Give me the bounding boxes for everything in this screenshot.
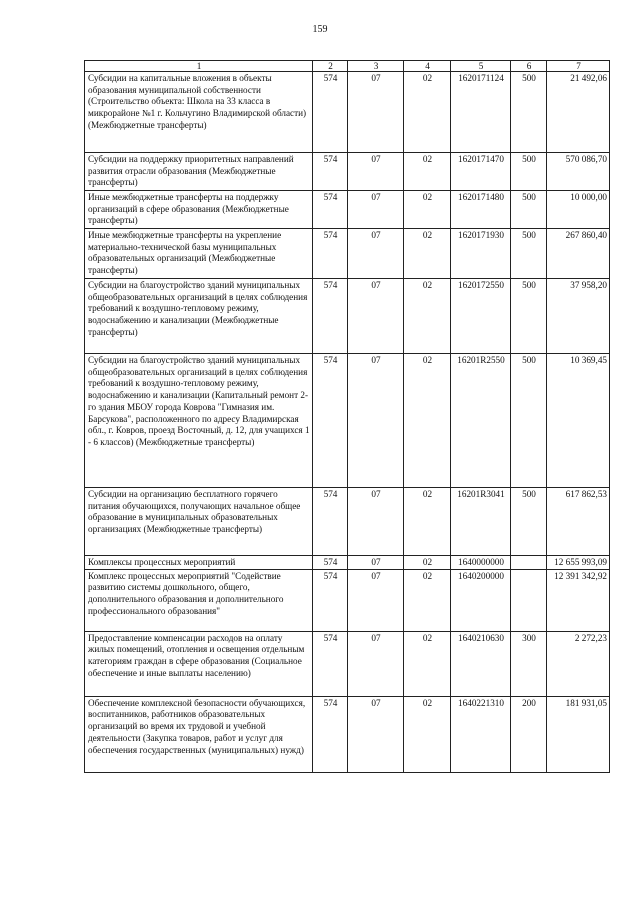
column-header: 6 [511, 61, 547, 72]
ministry-code: 574 [313, 354, 348, 488]
target-article-code: 1640221310 [451, 696, 511, 772]
ministry-code: 574 [313, 153, 348, 191]
subsection-code: 02 [404, 556, 451, 570]
section-code: 07 [348, 631, 404, 696]
target-article-code: 1640000000 [451, 556, 511, 570]
amount: 570 086,70 [547, 153, 610, 191]
ministry-code: 574 [313, 72, 348, 153]
expense-type-code: 300 [511, 631, 547, 696]
table-row [85, 229, 610, 279]
subsection-code: 02 [404, 569, 451, 631]
column-header: 5 [451, 61, 511, 72]
ministry-code: 574 [313, 229, 348, 279]
table-header-row [85, 61, 610, 72]
section-code: 07 [348, 569, 404, 631]
column-header: 4 [404, 61, 451, 72]
section-code: 07 [348, 556, 404, 570]
target-article-code: 16201R3041 [451, 488, 511, 556]
amount: 181 931,05 [547, 696, 610, 772]
subsection-code: 02 [404, 229, 451, 279]
expense-type-code: 500 [511, 279, 547, 354]
section-code: 07 [348, 696, 404, 772]
section-code: 07 [348, 153, 404, 191]
amount: 10 369,45 [547, 354, 610, 488]
expense-type-code [511, 556, 547, 570]
table-row [85, 696, 610, 772]
ministry-code: 574 [313, 696, 348, 772]
subsection-code: 02 [404, 631, 451, 696]
amount: 10 000,00 [547, 191, 610, 229]
table-row [85, 354, 610, 488]
subsection-code: 02 [404, 354, 451, 488]
ministry-code: 574 [313, 569, 348, 631]
amount: 2 272,23 [547, 631, 610, 696]
column-header: 1 [85, 61, 313, 72]
row-description: Комплексы процессных мероприятий [85, 556, 313, 570]
section-code: 07 [348, 354, 404, 488]
ministry-code: 574 [313, 488, 348, 556]
table-row [85, 191, 610, 229]
section-code: 07 [348, 72, 404, 153]
expense-type-code: 500 [511, 354, 547, 488]
target-article-code: 16201R2550 [451, 354, 511, 488]
subsection-code: 02 [404, 153, 451, 191]
expense-type-code: 500 [511, 153, 547, 191]
expense-type-code: 500 [511, 229, 547, 279]
amount: 267 860,40 [547, 229, 610, 279]
table-row [85, 153, 610, 191]
ministry-code: 574 [313, 631, 348, 696]
row-description: Субсидии на организацию бесплатного горячего питания обучающихся, получающих начальное общее образование в муниципальных образовательных организациях (Межбюджетные трансферты) [85, 488, 313, 556]
row-description: Иные межбюджетные трансферты на укрепление материально-технической базы муниципальных образовательных организаций (Межбюджетные трансферты) [85, 229, 313, 279]
target-article-code: 1620172550 [451, 279, 511, 354]
table-row [85, 72, 610, 153]
expense-type-code: 500 [511, 72, 547, 153]
section-code: 07 [348, 279, 404, 354]
subsection-code: 02 [404, 696, 451, 772]
amount: 37 958,20 [547, 279, 610, 354]
target-article-code: 1620171470 [451, 153, 511, 191]
amount: 12 655 993,09 [547, 556, 610, 570]
ministry-code: 574 [313, 279, 348, 354]
subsection-code: 02 [404, 191, 451, 229]
subsection-code: 02 [404, 279, 451, 354]
page-number: 159 [312, 24, 328, 35]
expense-type-code [511, 569, 547, 631]
subsection-code: 02 [404, 488, 451, 556]
target-article-code: 1620171124 [451, 72, 511, 153]
ministry-code: 574 [313, 556, 348, 570]
amount: 617 862,53 [547, 488, 610, 556]
table-row [85, 488, 610, 556]
row-description: Субсидии на благоустройство зданий муниципальных общеобразовательных организаций в целях соблюдения требований к воздушно-тепловому режиму, водоснабжению и канализации (Межбюджетные трансферты) [85, 279, 313, 354]
expense-type-code: 200 [511, 696, 547, 772]
row-description: Субсидии на капитальные вложения в объекты образования муниципальной собственности (Строительство объекта: Школа на 33 класса в микрорайоне №1 г. Кольчугино Владимирской области) (Межбюджетные трансферты) [85, 72, 313, 153]
ministry-code: 574 [313, 191, 348, 229]
section-code: 07 [348, 229, 404, 279]
amount: 12 391 342,92 [547, 569, 610, 631]
section-code: 07 [348, 191, 404, 229]
row-description: Предоставление компенсации расходов на оплату жилых помещений, отопления и освещения отдельным категориям граждан в сфере образования (Социальное обеспечение и иные выплаты населению) [85, 631, 313, 696]
column-header: 7 [547, 61, 610, 72]
table-row [85, 631, 610, 696]
target-article-code: 1640200000 [451, 569, 511, 631]
budget-table [84, 60, 610, 773]
subsection-code: 02 [404, 72, 451, 153]
row-description: Субсидии на поддержку приоритетных направлений развития отрасли образования (Межбюджетные трансферты) [85, 153, 313, 191]
table-row [85, 279, 610, 354]
target-article-code: 1620171480 [451, 191, 511, 229]
row-description: Иные межбюджетные трансферты на поддержку организаций в сфере образования (Межбюджетные трансферты) [85, 191, 313, 229]
target-article-code: 1620171930 [451, 229, 511, 279]
row-description: Обеспечение комплексной безопасности обучающихся, воспитанников, работников образовательных организаций во время их трудовой и учебной деятельности (Закупка товаров, работ и услуг для обеспечения государственных (муниципальных) нужд) [85, 696, 313, 772]
table-row [85, 556, 610, 570]
column-header: 3 [348, 61, 404, 72]
row-description: Субсидии на благоустройство зданий муниципальных общеобразовательных организаций в целях соблюдения требований к воздушно-тепловому режиму, водоснабжению и канализации (Капитальный ремонт 2-го здания МБОУ города Коврова "Гимназия им. Барсукова", расположенного по адресу Владимирская обл., г. Ковров, проезд Восточный, д. 12, для учащихся 1 - 6 классов) (Межбюджетные трансферты) [85, 354, 313, 488]
column-header: 2 [313, 61, 348, 72]
expense-type-code: 500 [511, 191, 547, 229]
table-row [85, 569, 610, 631]
amount: 21 492,06 [547, 72, 610, 153]
target-article-code: 1640210630 [451, 631, 511, 696]
expense-type-code: 500 [511, 488, 547, 556]
row-description: Комплекс процессных мероприятий "Содействие развитию системы дошкольного, общего, дополнительного образования и дополнительного профессионального образования" [85, 569, 313, 631]
section-code: 07 [348, 488, 404, 556]
